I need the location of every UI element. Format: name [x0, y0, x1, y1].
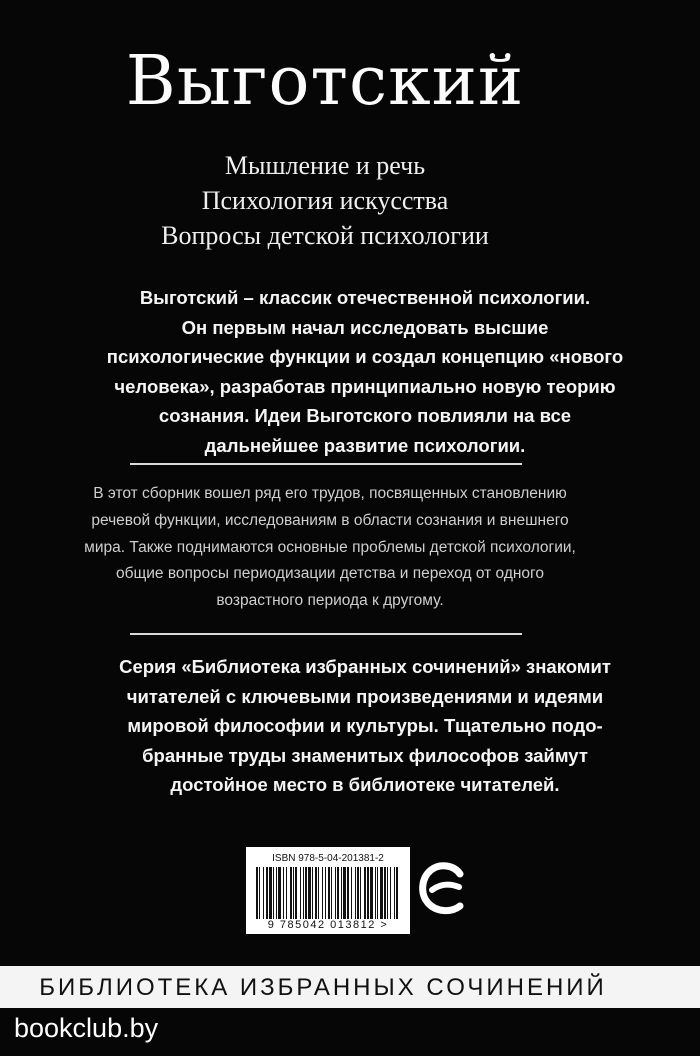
work-title: Психология искусства: [201, 186, 449, 215]
series-line: мировой философии и культуры. Тщательно подо-: [127, 715, 603, 736]
series-paragraph: [40, 652, 690, 800]
series-title: БИБЛИОТЕКА ИЗБРАННЫХ СОЧИНЕНИЙ: [39, 974, 607, 1001]
watermark: bookclub.by: [14, 1013, 159, 1043]
intro-line: психологические функции и создал концепцию «нового: [106, 346, 624, 367]
intro-line: Он первым начал исследовать высшие: [181, 316, 549, 338]
works-list: [0, 148, 650, 253]
collection-line: общие вопросы периодизации детства и переход от одного: [116, 565, 544, 583]
divider-line: [130, 633, 522, 635]
work-title: Вопросы детской психологии: [161, 221, 489, 250]
author-name: Выготский: [125, 42, 525, 121]
intro-line: сознания. Идеи Выготского повлияли на все: [158, 405, 572, 426]
intro-line: человека», разработав принципиально новую теорию: [114, 375, 616, 397]
isbn-text: ISBN 978-5-04-201381-2: [272, 853, 384, 864]
collection-line: речевой функции, исследованиям в области сознания и внешнего: [91, 511, 569, 529]
series-line: бранные труды знаменитых философов займут: [142, 744, 588, 766]
intro-line: Выготский – классик отечественной психологии.: [139, 287, 591, 308]
collection-line: возрастного периода к другому.: [216, 592, 444, 610]
eksmo-e-logo-icon: [418, 860, 470, 916]
isbn-barcode: [246, 847, 410, 934]
intro-line: дальнейшее развитие психологии.: [204, 434, 526, 456]
intro-paragraph: [40, 283, 690, 460]
barcode-bars: [254, 867, 404, 919]
barcode-digits: 9 785042 013812 >: [267, 919, 389, 931]
divider-line: [130, 463, 522, 465]
collection-line: В этот сборник вошел ряд его трудов, посвященных становлению: [93, 485, 567, 502]
series-line: достойное место в библиотеке читателей.: [170, 774, 560, 795]
series-line: Серия «Библиотека избранных сочинений» знакомит: [119, 656, 611, 677]
collection-line: мира. Также поднимаются основные проблемы детской психологии,: [84, 538, 576, 556]
series-line: читателей с ключевыми произведениями и идеями: [126, 685, 604, 707]
series-band: [0, 966, 700, 1008]
work-title: Мышление и речь: [224, 151, 426, 180]
collection-paragraph: [40, 481, 620, 615]
